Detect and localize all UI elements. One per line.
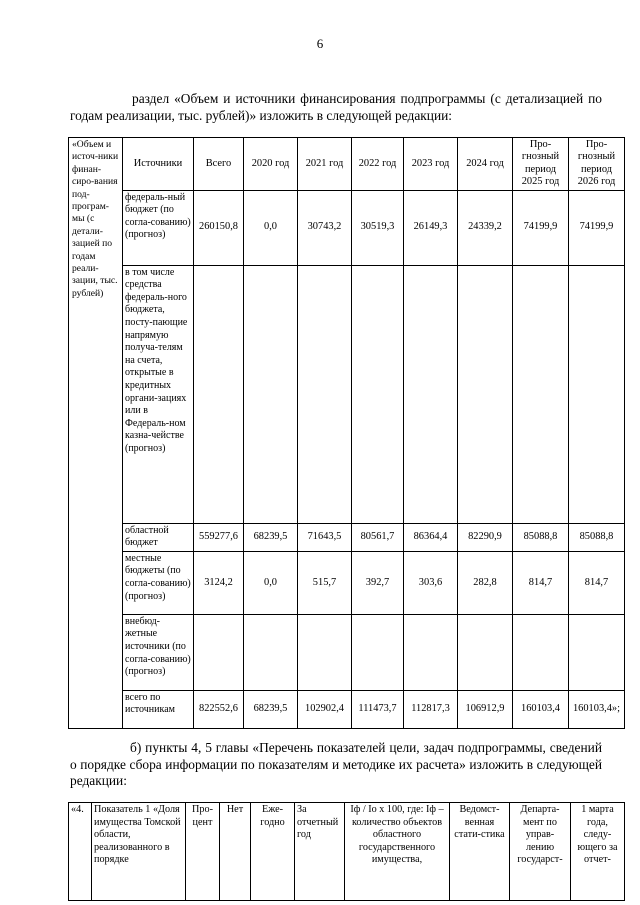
value-cell bbox=[513, 265, 569, 523]
value-cell: 24339,2 bbox=[458, 190, 513, 265]
table-row bbox=[69, 523, 625, 551]
value-cell: 822552,6 bbox=[194, 690, 244, 728]
indicators-table bbox=[68, 802, 625, 901]
value-cell bbox=[569, 265, 625, 523]
amendment-paragraph: б) пункты 4, 5 главы «Перечень показателей цели, задач подпрограммы, сведений о порядке сбора информации по показателям и методике их расчета» изложить в следующей редакции: bbox=[70, 740, 602, 788]
header-2023: 2023 год bbox=[404, 138, 458, 191]
table-row bbox=[69, 614, 625, 690]
source-cell: Ведомст-венная стати-стика bbox=[450, 803, 510, 901]
unit-cell: Про-цент bbox=[186, 803, 220, 901]
header-2020: 2020 год bbox=[244, 138, 298, 191]
financing-label-cell: «Объем и источ-ники финан-сиро-вания под-програм-мы (с детали-зацией по годам реали-зации, тыс. рублей) bbox=[69, 138, 123, 729]
formula-cell: Iф / Iо х 100, где: Iф – количество объектов областного государственного имущества, bbox=[345, 803, 450, 901]
value-cell bbox=[194, 265, 244, 523]
indicator-name: Показатель 1 «Доля имущества Томской области, реализованного в порядке bbox=[92, 803, 186, 901]
value-cell: 30743,2 bbox=[298, 190, 352, 265]
header-total: Всего bbox=[194, 138, 244, 191]
value-cell: 282,8 bbox=[458, 551, 513, 614]
value-cell: 160103,4»; bbox=[569, 690, 625, 728]
table-row bbox=[69, 190, 625, 265]
value-cell bbox=[569, 614, 625, 690]
value-cell: 260150,8 bbox=[194, 190, 244, 265]
financing-table bbox=[68, 137, 625, 729]
table-row bbox=[69, 803, 625, 901]
value-cell: 106912,9 bbox=[458, 690, 513, 728]
header-2026: Про-гнозный период 2026 год bbox=[569, 138, 625, 191]
responsible-cell: Департа-мент по управ-лению государст- bbox=[510, 803, 571, 901]
table-row bbox=[69, 690, 625, 728]
value-cell bbox=[298, 265, 352, 523]
value-cell: 68239,5 bbox=[244, 523, 298, 551]
value-cell: 80561,7 bbox=[352, 523, 404, 551]
period-cell: За отчетный год bbox=[295, 803, 345, 901]
value-cell: 559277,6 bbox=[194, 523, 244, 551]
frequency-cell: Еже-годно bbox=[251, 803, 295, 901]
value-cell bbox=[352, 265, 404, 523]
source-extrabudgetary: внебюд-жетные источники (по согла-сованию) (прогноз) bbox=[123, 614, 194, 690]
value-cell bbox=[404, 614, 458, 690]
value-cell: 30519,3 bbox=[352, 190, 404, 265]
value-cell bbox=[404, 265, 458, 523]
value-cell bbox=[244, 614, 298, 690]
value-cell: 111473,7 bbox=[352, 690, 404, 728]
value-cell: 112817,3 bbox=[404, 690, 458, 728]
value-cell: 515,7 bbox=[298, 551, 352, 614]
page-number: 6 bbox=[316, 36, 324, 51]
source-regional: областной бюджет bbox=[123, 523, 194, 551]
value-cell bbox=[458, 265, 513, 523]
source-local: местные бюджеты (по согла-сованию) (прогноз) bbox=[123, 551, 194, 614]
value-cell: 102902,4 bbox=[298, 690, 352, 728]
value-cell bbox=[298, 614, 352, 690]
deadline-cell: 1 марта года, следу-ющего за отчет- bbox=[571, 803, 625, 901]
header-2022: 2022 год bbox=[352, 138, 404, 191]
value-cell: 82290,9 bbox=[458, 523, 513, 551]
value-cell: 26149,3 bbox=[404, 190, 458, 265]
value-cell: 74199,9 bbox=[513, 190, 569, 265]
value-cell: 85088,8 bbox=[569, 523, 625, 551]
value-cell: 303,6 bbox=[404, 551, 458, 614]
intro-paragraph: раздел «Объем и источники финансирования подпрограммы (с детализацией по годам реализации, тыс. рублей)» изложить в следующей редакции: bbox=[70, 91, 602, 123]
value-cell bbox=[458, 614, 513, 690]
value-cell bbox=[513, 614, 569, 690]
value-cell: 392,7 bbox=[352, 551, 404, 614]
value-cell bbox=[244, 265, 298, 523]
table-row bbox=[69, 551, 625, 614]
value-cell: 3124,2 bbox=[194, 551, 244, 614]
value-cell bbox=[194, 614, 244, 690]
value-cell: 0,0 bbox=[244, 190, 298, 265]
cell: Нет bbox=[220, 803, 251, 901]
value-cell: 0,0 bbox=[244, 551, 298, 614]
source-total: всего по источникам bbox=[123, 690, 194, 728]
source-federal-direct: в том числе средства федераль-ного бюджета, посту-пающие напрямую получа-телям на счета, открытые в кредитных органи-зациях или в Федераль-ном казна-чействе (прогноз) bbox=[123, 265, 194, 523]
value-cell: 71643,5 bbox=[298, 523, 352, 551]
value-cell: 68239,5 bbox=[244, 690, 298, 728]
header-sources: Источники bbox=[123, 138, 194, 191]
value-cell: 74199,9 bbox=[569, 190, 625, 265]
item-number: «4. bbox=[69, 803, 92, 901]
value-cell: 160103,4 bbox=[513, 690, 569, 728]
value-cell bbox=[352, 614, 404, 690]
header-2021: 2021 год bbox=[298, 138, 352, 191]
source-federal: федераль-ный бюджет (по согла-сованию) (прогноз) bbox=[123, 190, 194, 265]
value-cell: 85088,8 bbox=[513, 523, 569, 551]
table-row bbox=[69, 265, 625, 523]
header-2025: Про-гнозный период 2025 год bbox=[513, 138, 569, 191]
value-cell: 814,7 bbox=[569, 551, 625, 614]
header-2024: 2024 год bbox=[458, 138, 513, 191]
value-cell: 814,7 bbox=[513, 551, 569, 614]
value-cell: 86364,4 bbox=[404, 523, 458, 551]
